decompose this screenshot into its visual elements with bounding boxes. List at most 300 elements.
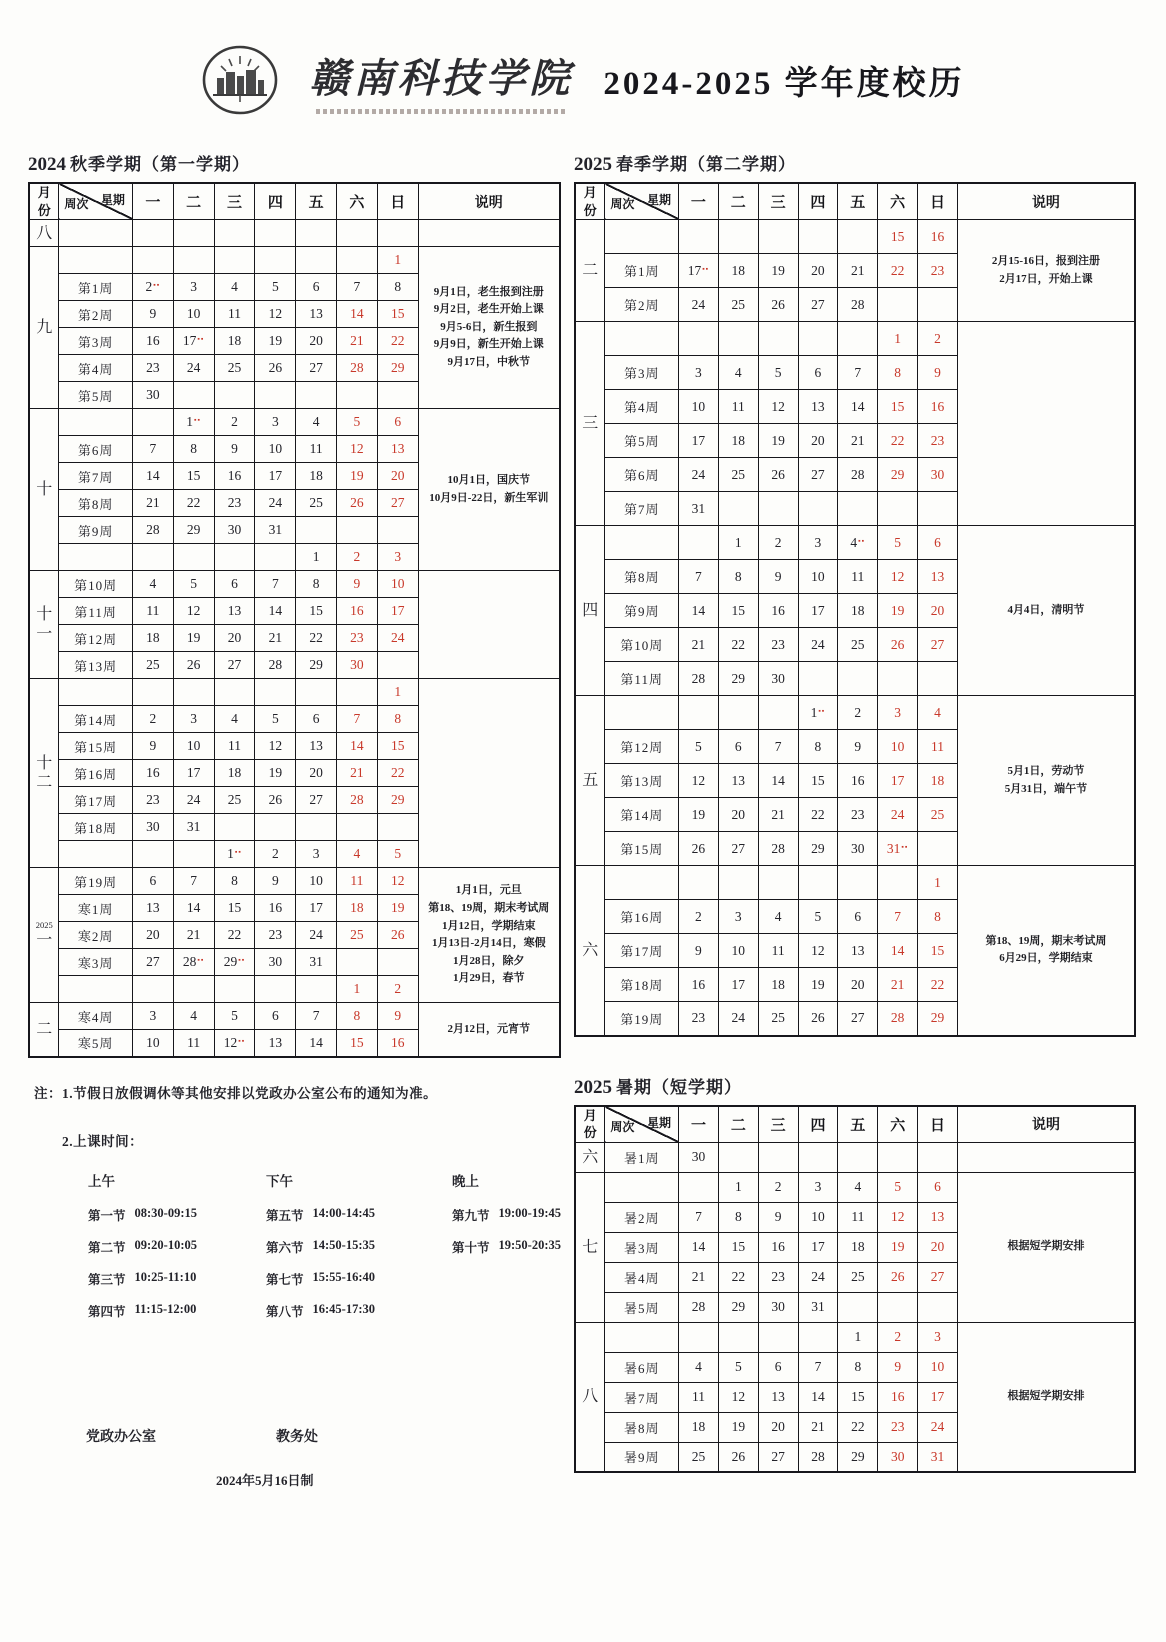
day-cell: [132, 220, 173, 247]
day-cell: 24: [918, 1412, 958, 1442]
day-cell: 6: [132, 868, 173, 895]
day-cell: 3: [132, 1003, 173, 1030]
day-cell: 17▪▪: [678, 254, 718, 288]
day-cell: 4: [296, 409, 337, 436]
day-cell: 7: [337, 274, 378, 301]
calendar-week-row: [29, 247, 560, 274]
day-cell: 11: [214, 301, 255, 328]
day-cell: 19: [758, 254, 798, 288]
day-cell: 13: [132, 895, 173, 922]
day-cell: [678, 526, 718, 560]
day-cell: 2: [918, 322, 958, 356]
calendar-week-row: [575, 1142, 1135, 1172]
day-cell: 29: [718, 662, 758, 696]
day-cell: 9: [758, 1202, 798, 1232]
school-name-block: [309, 47, 573, 114]
day-cell: 3: [918, 1322, 958, 1352]
day-cell: [296, 679, 337, 706]
day-cell: [878, 1292, 918, 1322]
week-label: 寒2周: [59, 922, 133, 949]
note-line: 5月1日，劳动节: [1007, 765, 1085, 777]
holiday-mark: ▪▪: [858, 536, 866, 545]
note-line: 1月28日，除夕: [453, 954, 525, 967]
day-cell: 14: [798, 1382, 838, 1412]
summer-calendar-table: [574, 1105, 1136, 1474]
day-cell: 2: [255, 841, 296, 868]
month-label: 十 二: [29, 679, 59, 868]
day-cell: 3: [878, 696, 918, 730]
day-cell: 28: [798, 1442, 838, 1472]
period-name: 第二节: [88, 1240, 126, 1255]
day-cell: [878, 662, 918, 696]
week-label: 第5周: [605, 424, 679, 458]
footnote-2: 2.上课时间：: [62, 1133, 144, 1149]
spring-title-text: 春季学期（第二学期）: [616, 155, 796, 174]
day-cell: [678, 322, 718, 356]
month-notes: [957, 322, 1135, 526]
week-label: [605, 696, 679, 730]
weekday-word: 星期: [646, 193, 671, 207]
day-cell: 17: [918, 1382, 958, 1412]
day-cell: 6: [296, 706, 337, 733]
day-cell: [377, 949, 418, 976]
month-label: 十 一: [29, 571, 59, 679]
month-label: 2025 一: [29, 868, 59, 1003]
day-cell: [337, 382, 378, 409]
day-cell: 9: [255, 868, 296, 895]
office-party-admin: 党政办公室: [86, 1429, 156, 1445]
week-label: 第3周: [605, 356, 679, 390]
spring-year: 2025: [574, 154, 612, 175]
day-cell: 17▪▪: [173, 328, 214, 355]
week-label: 第2周: [605, 288, 679, 322]
day-cell: 24: [173, 355, 214, 382]
day-cell: 17: [718, 968, 758, 1002]
weekday-word: 星期: [100, 193, 125, 207]
day-cell: 5: [377, 841, 418, 868]
week-label: 暑9周: [605, 1442, 679, 1472]
day-cell: 20: [377, 463, 418, 490]
weekday-header: 一: [679, 1106, 719, 1143]
day-cell: 4: [173, 1003, 214, 1030]
week-label: 第7周: [605, 492, 679, 526]
day-cell: 16: [758, 594, 798, 628]
note-line: 9月9日，新生开始上课: [433, 338, 544, 351]
week-label: 暑6周: [605, 1352, 679, 1382]
week-label: [59, 544, 133, 571]
schedule-item: [266, 1302, 424, 1320]
day-cell: [838, 662, 878, 696]
day-cell: 16: [337, 598, 378, 625]
table-header-row: [29, 183, 560, 220]
day-cell: [214, 220, 255, 247]
week-label: 第8周: [59, 490, 133, 517]
day-cell: 21: [173, 922, 214, 949]
day-cell: 31: [798, 1292, 838, 1322]
day-cell: 11: [918, 730, 958, 764]
day-cell: [679, 1322, 719, 1352]
day-cell: 3: [173, 274, 214, 301]
day-cell: 14: [679, 1232, 719, 1262]
day-cell: 27: [132, 949, 173, 976]
day-cell: [918, 1142, 958, 1172]
day-cell: [758, 492, 798, 526]
day-cell: 31▪▪: [878, 832, 918, 866]
day-cell: 15: [918, 934, 958, 968]
week-label: 第8周: [605, 560, 679, 594]
day-cell: 17: [377, 598, 418, 625]
day-cell: 8: [718, 1202, 758, 1232]
month-label: 九: [29, 247, 59, 409]
day-cell: 30: [337, 652, 378, 679]
day-cell: [758, 1142, 798, 1172]
day-cell: 11: [718, 390, 758, 424]
day-cell: 13: [918, 560, 958, 594]
day-cell: 18: [838, 1232, 878, 1262]
day-cell: 17: [173, 760, 214, 787]
weeknum-word: 周次: [610, 197, 635, 212]
day-cell: 25: [214, 355, 255, 382]
day-cell: [878, 288, 918, 322]
week-label: [605, 1322, 679, 1352]
day-cell: 16: [918, 220, 958, 254]
day-cell: 14: [878, 934, 918, 968]
spring-semester-section: [574, 150, 1136, 1037]
holiday-mark: ▪▪: [197, 335, 205, 344]
day-cell: 19: [718, 1412, 758, 1442]
day-cell: 24: [377, 625, 418, 652]
day-cell: [132, 247, 173, 274]
day-cell: 5: [718, 1352, 758, 1382]
day-cell: [838, 1142, 878, 1172]
day-cell: 10: [918, 1352, 958, 1382]
day-cell: 30: [838, 832, 878, 866]
day-cell: 20: [296, 328, 337, 355]
day-cell: 18: [679, 1412, 719, 1442]
holiday-mark: ▪▪: [153, 281, 161, 290]
day-cell: 25: [132, 652, 173, 679]
day-cell: [758, 1322, 798, 1352]
day-cell: 21: [838, 254, 878, 288]
day-cell: [296, 517, 337, 544]
week-label: 暑2周: [605, 1202, 679, 1232]
day-cell: 9: [132, 301, 173, 328]
day-cell: 25: [214, 787, 255, 814]
week-label: 寒4周: [59, 1003, 133, 1030]
week-label: 寒3周: [59, 949, 133, 976]
day-cell: [173, 544, 214, 571]
day-cell: 23: [678, 1002, 718, 1036]
day-cell: [337, 679, 378, 706]
weeknum-word: 周次: [64, 197, 89, 212]
school-name: 赣南科技学院: [309, 55, 574, 101]
week-label: 第9周: [59, 517, 133, 544]
day-cell: 18: [718, 424, 758, 458]
week-label: 第17周: [605, 934, 679, 968]
day-cell: [838, 492, 878, 526]
day-cell: [718, 866, 758, 900]
page-title: 2024-2025 学年度校历: [603, 65, 965, 102]
day-cell: 14: [296, 1030, 337, 1057]
day-cell: 8: [296, 571, 337, 598]
day-cell: 9: [337, 571, 378, 598]
schedule-column-title: 晚上: [452, 1173, 479, 1189]
day-cell: 10: [377, 571, 418, 598]
day-cell: 27: [758, 1442, 798, 1472]
day-cell: 7: [173, 868, 214, 895]
day-cell: 16: [214, 463, 255, 490]
day-cell: [718, 696, 758, 730]
day-cell: 21: [255, 625, 296, 652]
period-name: 第三节: [88, 1272, 126, 1287]
month-label: 十: [29, 409, 59, 571]
day-cell: 10: [296, 868, 337, 895]
day-cell: 11: [132, 598, 173, 625]
note-line: 根据短学期安排: [1007, 1240, 1085, 1253]
day-cell: 2: [878, 1322, 918, 1352]
day-cell: 19: [377, 895, 418, 922]
day-cell: 7: [296, 1003, 337, 1030]
day-cell: 22: [377, 328, 418, 355]
schedule-column: [266, 1170, 424, 1334]
day-cell: [758, 220, 798, 254]
schedule-column-title: 上午: [88, 1173, 115, 1189]
week-label: 暑3周: [605, 1232, 679, 1262]
day-cell: 28: [878, 1002, 918, 1036]
day-cell: 1: [296, 544, 337, 571]
day-cell: 18: [718, 254, 758, 288]
period-name: 第五节: [266, 1208, 304, 1223]
day-cell: 2: [758, 1172, 798, 1202]
week-label: [605, 1172, 679, 1202]
week-label: 第10周: [605, 628, 679, 662]
day-cell: 5: [173, 571, 214, 598]
day-cell: 23: [758, 1262, 798, 1292]
day-cell: 23: [132, 355, 173, 382]
day-cell: [296, 814, 337, 841]
week-label: 第18周: [59, 814, 133, 841]
day-cell: 29: [377, 787, 418, 814]
day-cell: 10: [878, 730, 918, 764]
day-cell: 6: [377, 409, 418, 436]
day-cell: 29: [798, 832, 838, 866]
table-header-row: [575, 183, 1135, 220]
note-line: 根据短学期安排: [1007, 1390, 1085, 1403]
calendar-week-row: [29, 571, 560, 598]
day-cell: 7: [798, 1352, 838, 1382]
day-cell: 29: [718, 1292, 758, 1322]
day-cell: 29: [377, 355, 418, 382]
weekday-header: 三: [758, 1106, 798, 1143]
day-cell: 19: [255, 760, 296, 787]
day-cell: 1: [377, 247, 418, 274]
day-cell: 27: [296, 787, 337, 814]
holiday-mark: ▪▪: [194, 416, 202, 425]
weekday-header: 六: [878, 1106, 918, 1143]
schedule-item: [266, 1270, 424, 1288]
footnote-1: 注：1.节假日放假调休等其他安排以党政办公室公布的通知为准。: [34, 1085, 438, 1101]
day-cell: 15: [377, 733, 418, 760]
holiday-mark: ▪▪: [197, 956, 205, 965]
day-cell: 14: [132, 463, 173, 490]
day-cell: 29: [838, 1442, 878, 1472]
week-label: [59, 220, 133, 247]
day-cell: 23: [918, 254, 958, 288]
day-cell: [132, 679, 173, 706]
day-cell: 22: [214, 922, 255, 949]
day-cell: 20: [758, 1412, 798, 1442]
schedule-item: [88, 1238, 238, 1256]
school-emblem-icon: [201, 44, 279, 116]
day-cell: 16: [377, 1030, 418, 1057]
day-cell: 19: [878, 594, 918, 628]
day-cell: 18: [838, 594, 878, 628]
class-schedule-columns: [34, 1170, 561, 1334]
day-cell: 3: [296, 841, 337, 868]
day-cell: 12: [255, 733, 296, 760]
week-label: 第7周: [59, 463, 133, 490]
period-name: 第四节: [88, 1304, 126, 1319]
day-cell: 5: [758, 356, 798, 390]
day-cell: 19: [173, 625, 214, 652]
day-cell: 8: [918, 900, 958, 934]
month-column-header: 月 份: [575, 183, 605, 220]
day-cell: 6: [758, 1352, 798, 1382]
day-cell: [296, 220, 337, 247]
day-cell: 30: [918, 458, 958, 492]
note-line: 9月1日，老生报到注册: [433, 285, 544, 298]
day-cell: 14: [758, 764, 798, 798]
day-cell: 11: [173, 1030, 214, 1057]
day-cell: 8: [377, 706, 418, 733]
day-cell: [718, 492, 758, 526]
note-line: 6月29日，学期结束: [999, 952, 1093, 965]
day-cell: 22: [718, 628, 758, 662]
week-label: 第13周: [59, 652, 133, 679]
day-cell: [214, 382, 255, 409]
day-cell: 23: [838, 798, 878, 832]
day-cell: 9: [878, 1352, 918, 1382]
day-cell: [214, 544, 255, 571]
day-cell: 15: [878, 220, 918, 254]
day-cell: 6: [838, 900, 878, 934]
day-cell: [798, 1322, 838, 1352]
month-notes: [957, 1172, 1135, 1322]
schedule-item: [452, 1206, 561, 1224]
week-label: 第11周: [59, 598, 133, 625]
day-cell: [878, 1142, 918, 1172]
day-cell: [678, 696, 718, 730]
day-cell: 8: [838, 1352, 878, 1382]
day-cell: 15: [878, 390, 918, 424]
day-cell: 5: [798, 900, 838, 934]
note-line: 1月1日，元旦: [455, 884, 522, 897]
schedule-item: [88, 1270, 238, 1288]
day-cell: 2: [678, 900, 718, 934]
day-cell: 22: [798, 798, 838, 832]
day-cell: 22: [173, 490, 214, 517]
day-cell: [678, 220, 718, 254]
day-cell: 27: [214, 652, 255, 679]
office-academic-affairs: 教务处: [276, 1429, 318, 1445]
day-cell: 28: [255, 652, 296, 679]
day-cell: 1▪▪: [798, 696, 838, 730]
period-time: 15:55-16:40: [312, 1269, 376, 1284]
day-cell: 18: [214, 328, 255, 355]
page-header: [0, 0, 1166, 116]
week-label: 第14周: [605, 798, 679, 832]
day-cell: 4: [679, 1352, 719, 1382]
day-cell: 9: [838, 730, 878, 764]
schedule-item: [452, 1238, 561, 1256]
week-label: 第1周: [59, 274, 133, 301]
day-cell: 25: [838, 628, 878, 662]
day-cell: 22: [838, 1412, 878, 1442]
day-cell: 20: [838, 968, 878, 1002]
day-cell: 11: [758, 934, 798, 968]
day-cell: [255, 247, 296, 274]
day-cell: [798, 1142, 838, 1172]
holiday-mark: ▪▪: [901, 842, 909, 851]
autumn-calendar-table: [28, 182, 561, 1058]
day-cell: 26: [255, 355, 296, 382]
notes-column-header: 说明: [957, 1106, 1135, 1143]
day-cell: 25: [718, 458, 758, 492]
calendar-week-row: [29, 220, 560, 247]
day-cell: [679, 1172, 719, 1202]
day-cell: 2: [337, 544, 378, 571]
day-cell: 17: [878, 764, 918, 798]
day-cell: 10: [173, 733, 214, 760]
day-cell: 26: [798, 1002, 838, 1036]
day-cell: [718, 220, 758, 254]
day-cell: [337, 220, 378, 247]
day-cell: [214, 814, 255, 841]
day-cell: 9: [758, 560, 798, 594]
day-cell: 14: [838, 390, 878, 424]
period-name: 第七节: [266, 1272, 304, 1287]
day-cell: 1: [838, 1322, 878, 1352]
note-line: 2月15-16日，报到注册: [991, 255, 1101, 267]
weekday-header: 四: [255, 183, 296, 220]
week-label: [59, 409, 133, 436]
day-cell: 14: [173, 895, 214, 922]
calendar-week-row: [575, 1322, 1135, 1352]
day-cell: 20: [918, 594, 958, 628]
week-label: 第4周: [59, 355, 133, 382]
day-cell: 31: [678, 492, 718, 526]
day-cell: 3: [377, 544, 418, 571]
day-cell: 19: [678, 798, 718, 832]
month-column-header: 月 份: [575, 1106, 605, 1143]
schedule-item: [88, 1302, 238, 1320]
day-cell: [173, 247, 214, 274]
day-cell: 28: [679, 1292, 719, 1322]
week-label: [59, 841, 133, 868]
day-cell: 1: [718, 526, 758, 560]
day-cell: 2: [132, 706, 173, 733]
day-cell: 7: [337, 706, 378, 733]
day-cell: 10: [798, 560, 838, 594]
notes-column-header: 说明: [957, 183, 1135, 220]
day-cell: 15: [173, 463, 214, 490]
note-line: 1月13日-2月14日，寒假: [431, 937, 546, 950]
day-cell: [878, 866, 918, 900]
day-cell: 6: [296, 274, 337, 301]
weekday-header: 六: [337, 183, 378, 220]
weekday-weeknum-corner-header: [605, 1106, 679, 1143]
day-cell: 25: [758, 1002, 798, 1036]
